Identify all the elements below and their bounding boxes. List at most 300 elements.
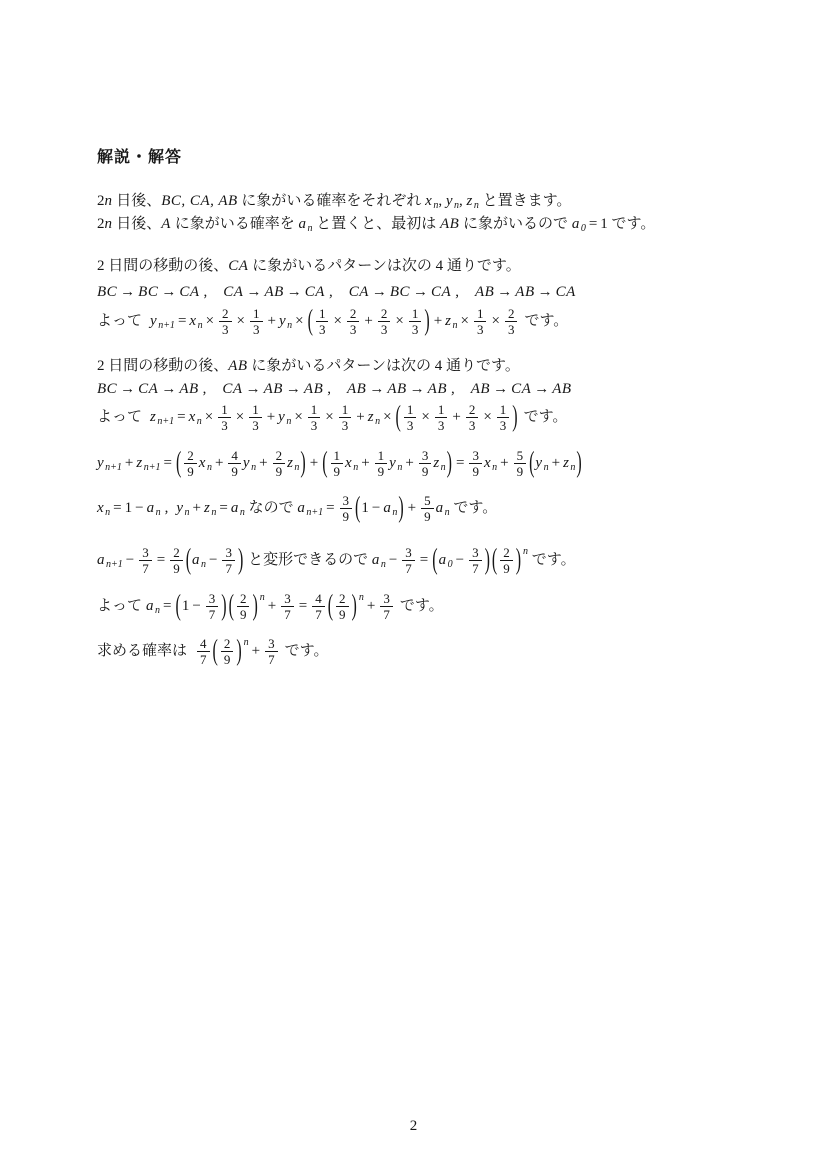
text-roman: ,: [450, 381, 455, 397]
fraction-denominator: 9: [239, 607, 247, 623]
math-fraction: [184, 448, 197, 479]
fraction-denominator: 7: [472, 561, 479, 577]
math-fraction: [409, 306, 422, 337]
math-operator: ×: [236, 313, 246, 329]
text-roman: 2: [97, 193, 105, 209]
math-operator: +: [364, 313, 373, 329]
left-parenthesis: (: [491, 543, 498, 576]
fraction-numerator: 1: [316, 306, 329, 322]
fraction-denominator: 9: [472, 464, 479, 480]
fraction-denominator: 3: [406, 418, 414, 434]
math-variable: CA: [138, 381, 159, 397]
math-fraction: [170, 545, 183, 576]
math-fraction: [466, 402, 479, 433]
text-roman: 2: [97, 216, 105, 232]
math-variable-subscripted: $z_n$: [445, 313, 458, 331]
math-variable-subscripted: $y_n$: [176, 500, 190, 518]
math-operator: =: [455, 455, 465, 471]
fraction-denominator: 7: [268, 652, 275, 668]
math-variable-subscripted: $z_n$: [466, 193, 479, 211]
math-operator: →: [286, 284, 302, 300]
paragraph2-pattern-line: [97, 281, 576, 303]
math-subscript: n: [286, 416, 292, 427]
math-variable-subscripted: $a_n$: [146, 500, 161, 518]
fraction-denominator: 7: [405, 561, 412, 577]
fraction-numerator: 4: [228, 448, 241, 464]
math-fraction: [316, 306, 329, 337]
fraction-denominator: 7: [225, 561, 232, 577]
math-operator: →: [413, 284, 429, 300]
fraction-denominator: 3: [253, 322, 260, 338]
fraction-numerator: 3: [419, 448, 432, 464]
text-japanese: です。: [284, 643, 329, 659]
math-operator: +: [214, 455, 224, 471]
math-operator: =: [419, 552, 429, 568]
math-operator: =: [298, 598, 308, 614]
math-variable-subscripted: $a_{n+1}$: [297, 500, 324, 518]
math-subscript: n: [392, 507, 398, 518]
fraction-denominator: 3: [507, 322, 515, 338]
fraction-numerator: 2: [378, 306, 391, 322]
right-parenthesis: ): [236, 634, 242, 667]
fraction-denominator: 3: [468, 418, 476, 434]
text-roman: ,: [327, 381, 331, 397]
fraction-denominator: 9: [231, 464, 238, 480]
fraction-denominator: 9: [503, 561, 510, 577]
math-subscript: n: [543, 462, 549, 473]
math-operator: +: [366, 598, 376, 614]
text-japanese: よって: [97, 313, 143, 329]
text-japanese: 通りです。: [442, 358, 520, 374]
math-variable-subscripted: $a_0$: [571, 216, 586, 234]
math-exponent: n: [523, 546, 529, 557]
left-parenthesis: (: [395, 400, 401, 433]
math-operator: +: [407, 500, 417, 516]
equation-recurrence: [97, 490, 497, 531]
text-japanese: です。: [528, 552, 576, 568]
math-operator: →: [246, 284, 262, 300]
math-variable: CA: [223, 284, 244, 300]
math-subscript: n: [375, 416, 381, 427]
math-variable-subscripted: $x_n$: [97, 500, 111, 518]
fraction-numerator: 1: [409, 306, 422, 322]
fraction-numerator: 5: [421, 493, 434, 509]
math-operator: −: [192, 598, 201, 614]
math-variable: AB: [347, 381, 367, 397]
text-roman: 1: [361, 500, 369, 516]
math-exponent: n: [259, 592, 265, 603]
math-operator: +: [433, 313, 443, 329]
math-variable: BC: [97, 284, 118, 300]
text-roman: ,: [164, 500, 169, 516]
math-variable-subscripted: $z_n$: [287, 455, 300, 473]
text-japanese: 日後、: [112, 216, 162, 232]
math-variable-subscripted: $x_n$: [198, 455, 212, 473]
paragraph3-equation-z: [97, 399, 567, 440]
fraction-denominator: 7: [142, 561, 149, 577]
math-operator: →: [245, 381, 261, 397]
math-fraction: [281, 591, 294, 622]
math-subscript: n: [380, 559, 386, 570]
fraction-numerator: 1: [404, 402, 417, 418]
text-japanese: と置きます。: [478, 193, 572, 209]
math-variable: AB: [228, 358, 248, 374]
math-subscript: n: [452, 320, 458, 331]
math-operator: →: [534, 381, 550, 397]
paragraph1-line2: [97, 213, 655, 240]
math-fraction: [435, 402, 448, 433]
text-japanese: と変形できるので: [244, 552, 372, 568]
text-roman: 2: [97, 258, 105, 274]
math-operator: +: [500, 455, 509, 471]
math-subscript: n: [433, 200, 439, 211]
math-operator: −: [455, 552, 465, 568]
math-fraction: [197, 636, 210, 667]
math-variable: AB: [303, 381, 324, 397]
math-variable: CA: [228, 258, 249, 274]
left-parenthesis: (: [228, 589, 234, 622]
fraction-denominator: 7: [315, 607, 322, 623]
math-variable: CA: [431, 284, 452, 300]
fraction-numerator: 2: [500, 545, 513, 561]
math-fraction: [222, 545, 235, 576]
math-operator: −: [209, 552, 218, 568]
math-fraction: [375, 448, 388, 479]
math-fraction: [505, 306, 518, 337]
math-operator: +: [267, 598, 277, 614]
text-japanese: 日後、: [112, 193, 162, 209]
fraction-denominator: 9: [173, 561, 180, 577]
text-roman: 4: [435, 258, 444, 274]
math-variable-subscripted: $a_n$: [192, 552, 207, 570]
math-operator: =: [219, 500, 228, 516]
math-variable: CA: [511, 381, 532, 397]
text-japanese: に象がいるパターンは次の: [248, 258, 436, 274]
math-variable: BC: [97, 381, 118, 397]
math-operator: =: [113, 500, 122, 516]
fraction-numerator: 1: [249, 402, 262, 418]
math-fraction: [273, 448, 286, 479]
right-parenthesis: ): [512, 400, 518, 433]
text-japanese: 日間の移動の後、: [104, 258, 229, 274]
fraction-numerator: 1: [308, 402, 321, 418]
text-roman: 1: [181, 598, 190, 614]
fraction-denominator: 3: [437, 418, 445, 434]
math-operator: +: [267, 313, 276, 329]
fraction-numerator: 1: [497, 402, 510, 418]
math-operator: =: [177, 313, 187, 329]
fraction-denominator: 7: [284, 607, 291, 623]
math-variable: CA: [222, 381, 243, 397]
fraction-denominator: 9: [516, 464, 524, 480]
paragraph3-line1: [97, 355, 520, 377]
fraction-numerator: 1: [250, 306, 263, 322]
math-variable-subscripted: $a_n$: [146, 598, 161, 616]
math-subscript: n: [155, 507, 161, 518]
math-variable-subscripted: $a_n$: [230, 500, 245, 518]
math-fraction: [265, 636, 278, 667]
equation-sum-yz: [97, 445, 583, 486]
math-subscript: n: [473, 200, 479, 211]
text-japanese: と置くと、最初は: [312, 216, 440, 232]
left-parenthesis: (: [355, 491, 361, 524]
text-roman: ,: [203, 284, 208, 300]
math-operator: +: [192, 500, 201, 516]
math-subscript: n+1: [105, 462, 122, 473]
left-parenthesis: (: [185, 543, 192, 576]
right-parenthesis: ): [446, 446, 452, 479]
math-variable-subscripted: $z_n$: [367, 409, 381, 427]
math-variable: CA: [304, 284, 325, 300]
math-subscript: n: [454, 200, 460, 211]
text-japanese: よって: [97, 598, 143, 614]
math-operator: −: [388, 552, 398, 568]
fraction-numerator: 3: [139, 545, 152, 561]
paragraph2-line1: [97, 255, 521, 277]
math-subscript: n+1: [106, 559, 123, 570]
fraction-numerator: 2: [336, 591, 349, 607]
fraction-numerator: 1: [375, 448, 388, 464]
math-operator: ×: [460, 313, 469, 329]
equation-final-answer: [97, 625, 328, 669]
math-fraction: [380, 591, 393, 622]
math-variable: A: [161, 216, 171, 232]
math-variable-subscripted: $z_{n+1}$: [150, 409, 175, 427]
text-japanese: に象がいる確率を: [170, 216, 299, 232]
fraction-numerator: 1: [218, 402, 231, 418]
math-fraction: [340, 493, 353, 524]
math-variable-subscripted: $a_n$: [371, 552, 386, 570]
fraction-denominator: 3: [476, 322, 484, 338]
right-parenthesis: ): [237, 543, 244, 576]
math-fraction: [250, 306, 263, 337]
right-parenthesis: ): [424, 304, 430, 337]
math-variable-subscripted: $x_n$: [483, 455, 498, 473]
math-fraction: [419, 448, 432, 479]
text-japanese: 通りです。: [443, 258, 521, 274]
math-subscript: n: [294, 462, 300, 473]
math-subscript: n: [155, 605, 161, 616]
math-operator: +: [266, 409, 276, 425]
fraction-numerator: 2: [219, 306, 232, 322]
text-japanese: 日間の移動の後、: [104, 358, 229, 374]
fraction-denominator: 3: [499, 418, 507, 434]
math-variable-subscripted: $x_n$: [425, 193, 439, 211]
math-operator: =: [163, 598, 172, 614]
math-subscript: n: [353, 462, 359, 473]
fraction-denominator: 9: [339, 607, 346, 623]
math-operator: +: [251, 643, 261, 659]
left-parenthesis: (: [307, 304, 313, 337]
math-variable: n: [104, 216, 113, 232]
left-parenthesis: (: [212, 634, 218, 667]
math-operator: →: [161, 284, 177, 300]
fraction-denominator: 3: [252, 418, 259, 434]
math-fraction: [218, 402, 231, 433]
text-roman: 1: [600, 216, 608, 232]
fraction-numerator: 2: [170, 545, 183, 561]
right-parenthesis: ): [576, 446, 582, 479]
fraction-numerator: 3: [222, 545, 235, 561]
math-operator: +: [124, 455, 134, 471]
math-variable-subscripted: $z_n$: [563, 455, 576, 473]
right-parenthesis-with-exponent: [235, 634, 249, 667]
math-subscript: n: [184, 507, 190, 518]
math-subscript: 0: [580, 223, 586, 234]
math-variable: AB: [515, 284, 535, 300]
math-variable: AB: [427, 381, 447, 397]
right-parenthesis: ): [221, 589, 227, 622]
fraction-numerator: 4: [197, 636, 210, 652]
math-fraction: [221, 636, 234, 667]
math-operator: ×: [205, 313, 215, 329]
fraction-denominator: 3: [318, 322, 326, 338]
fraction-denominator: 7: [200, 652, 207, 668]
math-operator: →: [120, 381, 136, 397]
math-variable-subscripted: $a_n$: [435, 500, 450, 518]
math-operator: +: [551, 455, 561, 471]
math-subscript: 0: [447, 559, 453, 570]
right-parenthesis: ): [484, 543, 490, 576]
math-operator: =: [326, 500, 335, 516]
fraction-denominator: 9: [223, 652, 231, 668]
right-parenthesis-with-exponent: [251, 589, 265, 622]
math-variable-subscripted: $y_n$: [242, 455, 257, 473]
math-variable: CA: [555, 284, 576, 300]
math-fraction: [206, 591, 219, 622]
math-variable-subscripted: $a_{n+1}$: [97, 552, 123, 570]
math-variable-subscripted: $x_n$: [345, 455, 359, 473]
math-variable: CA: [348, 284, 369, 300]
fraction-numerator: 2: [237, 591, 250, 607]
math-subscript: n: [444, 507, 450, 518]
left-parenthesis: (: [432, 543, 438, 576]
math-operator: ×: [235, 409, 245, 425]
math-variable: AB: [264, 284, 284, 300]
math-variable-subscripted: $z_n$: [204, 500, 217, 518]
math-operator: ×: [294, 409, 303, 425]
math-variable: AB: [552, 381, 572, 397]
text-japanese: 求める確率は: [97, 643, 188, 659]
math-operator: +: [452, 409, 461, 425]
math-operator: ×: [491, 313, 500, 329]
paragraph3-pattern-line: [97, 378, 572, 400]
math-variable-subscripted: $y_{n+1}$: [97, 455, 122, 473]
math-exponent: n: [243, 637, 249, 648]
fraction-numerator: 3: [281, 591, 294, 607]
math-operator: →: [371, 284, 387, 300]
text-japanese: なので: [244, 500, 298, 516]
math-operator: +: [405, 455, 414, 471]
fraction-denominator: 3: [221, 418, 228, 434]
math-subscript: n: [307, 223, 313, 234]
math-variable-subscripted: $y_n$: [278, 313, 293, 331]
math-variable-subscripted: $x_n$: [189, 313, 203, 331]
text-japanese: に象がいるので: [459, 216, 572, 232]
fraction-numerator: 3: [469, 448, 482, 464]
math-operator: −: [135, 500, 144, 516]
math-operator: ×: [333, 313, 342, 329]
math-operator: →: [369, 381, 385, 397]
math-subscript: n: [196, 416, 202, 427]
left-parenthesis: (: [322, 446, 328, 479]
fraction-denominator: 3: [349, 322, 357, 338]
math-operator: ×: [421, 409, 430, 425]
math-variable: n: [104, 193, 113, 209]
math-fraction: [336, 591, 349, 622]
fraction-numerator: 2: [347, 306, 360, 322]
fraction-denominator: 9: [377, 464, 385, 480]
math-subscript: n: [197, 320, 203, 331]
text-japanese: です。: [524, 313, 569, 329]
math-variable: AB: [470, 381, 491, 397]
math-fraction: [404, 402, 417, 433]
math-variable: AB: [439, 216, 460, 232]
math-operator: →: [493, 381, 509, 397]
text-roman: 1: [124, 500, 133, 516]
right-parenthesis: ): [300, 446, 306, 479]
right-parenthesis-with-exponent: [515, 543, 529, 576]
math-fraction: [228, 448, 241, 479]
math-subscript: n: [440, 462, 446, 473]
math-operator: =: [156, 552, 166, 568]
right-parenthesis-with-exponent: [351, 589, 364, 622]
left-parenthesis: (: [175, 589, 181, 622]
math-variable-subscripted: $y_n$: [445, 193, 460, 211]
math-exponent: n: [358, 592, 364, 603]
equation-general-term: [97, 580, 444, 629]
math-fraction: [339, 402, 352, 433]
math-variable: BC: [138, 284, 159, 300]
text-japanese: です。: [607, 216, 656, 232]
math-variable-subscripted: $a_n$: [383, 500, 398, 518]
fraction-numerator: 1: [339, 402, 352, 418]
math-subscript: n: [492, 462, 498, 473]
math-variable: AB: [263, 381, 283, 397]
left-parenthesis: (: [175, 446, 182, 479]
math-variable: AB: [179, 381, 199, 397]
math-fraction: [347, 306, 360, 337]
math-fraction: [237, 591, 250, 622]
math-variable-subscripted: $y_{n+1}$: [150, 313, 175, 331]
fraction-numerator: 3: [380, 591, 393, 607]
text-roman: ,: [459, 193, 467, 209]
text-japanese: です。: [449, 500, 498, 516]
right-parenthesis: ): [398, 491, 404, 524]
math-operator: −: [371, 500, 381, 516]
math-operator: +: [361, 455, 370, 471]
math-operator: →: [497, 284, 513, 300]
fraction-numerator: 2: [221, 636, 234, 652]
math-operator: +: [259, 455, 268, 471]
math-variable-subscripted: $a_0$: [438, 552, 453, 570]
math-variable-subscripted: $y_n$: [535, 455, 549, 473]
math-variable-subscripted: $y_n$: [278, 409, 292, 427]
math-operator: +: [309, 455, 319, 471]
math-fraction: [421, 493, 434, 524]
text-roman: ,: [202, 381, 207, 397]
fraction-numerator: 1: [435, 402, 448, 418]
math-operator: ×: [483, 409, 492, 425]
fraction-numerator: 2: [184, 448, 197, 464]
math-operator: →: [285, 381, 301, 397]
math-subscript: n: [251, 462, 257, 473]
math-subscript: n: [211, 507, 217, 518]
math-subscript: n+1: [158, 320, 175, 331]
text-roman: 2: [97, 358, 105, 374]
math-operator: →: [120, 284, 136, 300]
fraction-numerator: 5: [514, 448, 527, 464]
